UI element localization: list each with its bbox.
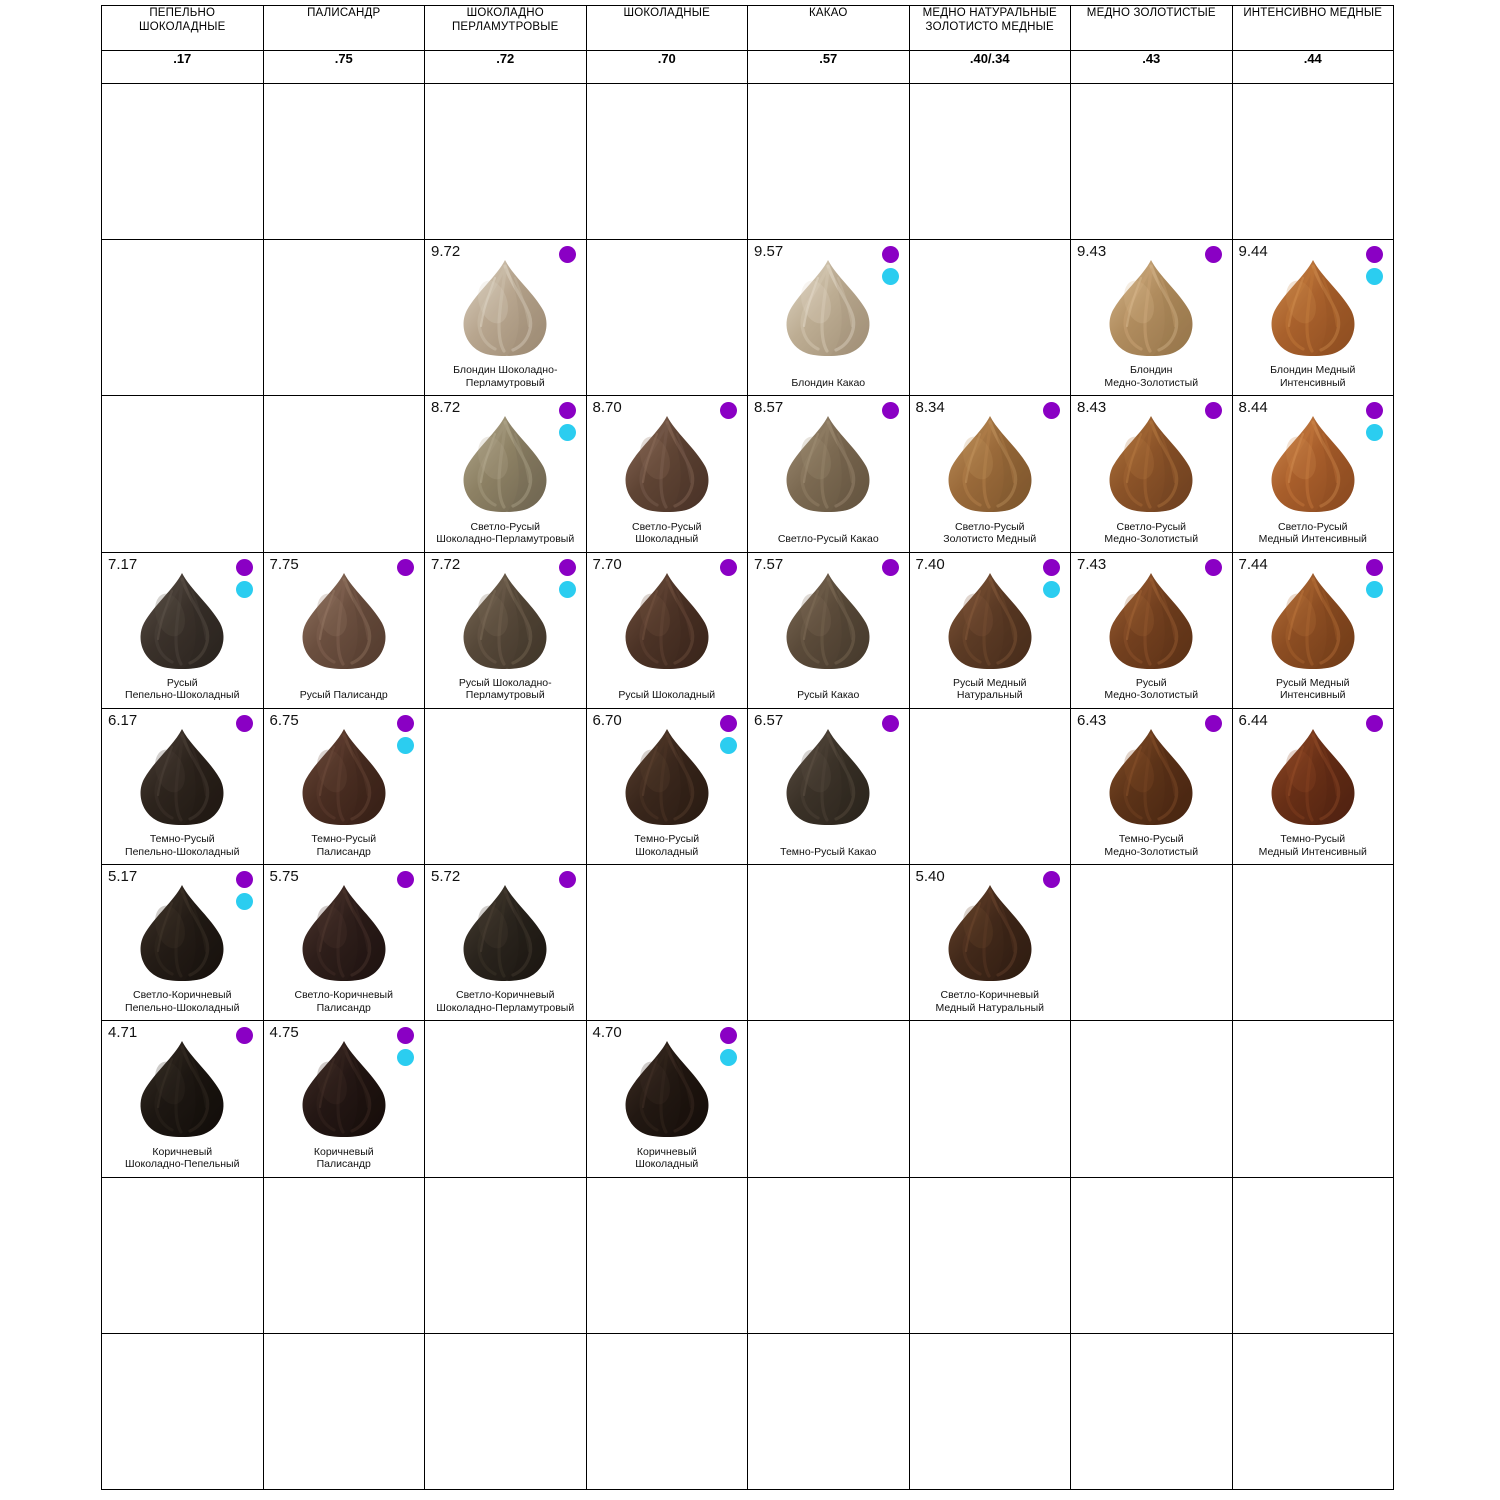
purple-dot-icon (1205, 715, 1222, 732)
header-row-names (102, 6, 1394, 51)
hair-swatch-icon (778, 571, 878, 669)
empty-cell (909, 708, 1071, 864)
purple-dot-icon (397, 1027, 414, 1044)
shade-label: Светло-Русый Медный Интенсивный (1258, 520, 1367, 546)
column-header-code-7: .43 (1071, 51, 1233, 84)
empty-cell (263, 396, 425, 552)
shade-cell (425, 240, 587, 396)
column-header-line2: ЗОЛОТИСТО МЕДНЫЕ (925, 21, 1054, 33)
hair-swatch-icon (455, 258, 555, 356)
column-header-name-1 (102, 6, 264, 51)
empty-cell (425, 84, 587, 240)
cyan-dot-icon (1043, 581, 1060, 598)
chart-row (102, 1021, 1394, 1177)
purple-dot-icon (1205, 246, 1222, 263)
shade-cell (586, 552, 748, 708)
shade-cell-inner (264, 865, 425, 1020)
hair-swatch-icon (455, 571, 555, 669)
shade-cell (909, 396, 1071, 552)
cyan-dot-icon (1366, 268, 1383, 285)
column-header-code-8: .44 (1232, 51, 1394, 84)
shade-label: Темно-Русый Палисандр (311, 833, 377, 858)
column-header-line1: ШОКОЛАДНЫЕ (623, 7, 710, 19)
shade-label: Русый Медный Натуральный (952, 676, 1027, 702)
shade-cell-inner (1071, 240, 1232, 395)
empty-cell (1071, 1177, 1233, 1333)
column-header-code-5: .57 (748, 51, 910, 84)
shade-code: 6.75 (269, 711, 299, 729)
hair-swatch-icon (455, 414, 555, 512)
shade-cell-inner (425, 865, 586, 1020)
shade-code: 6.70 (592, 711, 622, 729)
shade-cell-inner (1071, 553, 1232, 708)
empty-cell (263, 1177, 425, 1333)
hair-swatch-icon (617, 414, 717, 512)
hair-swatch-icon (132, 571, 232, 669)
hair-swatch-icon (132, 883, 232, 981)
shade-cell (102, 708, 264, 864)
shade-cell (1232, 552, 1394, 708)
shade-label: Темно-Русый Какао (780, 845, 877, 858)
shade-label: Русый Какао (797, 689, 860, 702)
shade-cell-inner (748, 709, 909, 864)
purple-dot-icon (720, 402, 737, 419)
purple-dot-icon (882, 402, 899, 419)
shade-code: 7.43 (1077, 555, 1107, 573)
empty-cell (586, 84, 748, 240)
shade-label: Русый Медный Интенсивный (1275, 676, 1350, 702)
column-header-code-6: .40/.34 (909, 51, 1071, 84)
hair-swatch-icon (294, 1039, 394, 1137)
cyan-dot-icon (720, 737, 737, 754)
shade-cell-inner (910, 396, 1071, 551)
purple-dot-icon (236, 1027, 253, 1044)
shade-code: 8.44 (1238, 399, 1268, 417)
shade-code: 7.44 (1238, 555, 1268, 573)
column-header-line1: ПАЛИСАНДР (307, 7, 381, 19)
hair-swatch-icon (940, 883, 1040, 981)
shade-code: 9.43 (1077, 243, 1107, 261)
purple-dot-icon (559, 559, 576, 576)
shade-cell (1232, 240, 1394, 396)
empty-cell (909, 84, 1071, 240)
chart-row (102, 84, 1394, 240)
shade-cell-inner (910, 865, 1071, 1020)
empty-cell (748, 1333, 910, 1489)
shade-label: Светло-Русый Шоколадно-Перламутровый (436, 520, 575, 546)
shade-code: 8.57 (754, 399, 784, 417)
empty-cell (1071, 1333, 1233, 1489)
cyan-dot-icon (236, 581, 253, 598)
cyan-dot-icon (1366, 424, 1383, 441)
chart-row (102, 552, 1394, 708)
shade-label: Блондин Медный Интенсивный (1270, 364, 1356, 389)
shade-cell (1071, 240, 1233, 396)
empty-cell (748, 1021, 910, 1177)
chart-row (102, 708, 1394, 864)
empty-cell (586, 1333, 748, 1489)
shade-cell-inner (1233, 240, 1394, 395)
hair-swatch-icon (1263, 258, 1363, 356)
shade-label: Темно-Русый Пепельно-Шоколадный (125, 833, 240, 858)
empty-cell (1071, 1021, 1233, 1177)
hair-swatch-icon (294, 727, 394, 825)
empty-cell (1071, 865, 1233, 1021)
hair-swatch-icon (1263, 727, 1363, 825)
column-header-line2: ПЕРЛАМУТРОВЫЕ (451, 21, 559, 33)
column-header-line1: ПЕПЕЛЬНО (149, 7, 216, 19)
empty-cell (1232, 84, 1394, 240)
empty-cell (425, 708, 587, 864)
hair-swatch-icon (617, 727, 717, 825)
shade-cell (102, 1021, 264, 1177)
shade-cell (425, 865, 587, 1021)
shade-code: 7.57 (754, 555, 784, 573)
shade-code: 4.75 (269, 1024, 299, 1042)
column-header-name-6 (909, 6, 1071, 51)
empty-cell (425, 1177, 587, 1333)
column-header-code-3: .72 (425, 51, 587, 84)
empty-cell (586, 865, 748, 1021)
hair-swatch-icon (1263, 571, 1363, 669)
shade-label: Темно-Русый Медно-Золотистый (1104, 833, 1199, 858)
shade-cell-inner (587, 396, 748, 551)
shade-code: 5.17 (108, 868, 138, 886)
cyan-dot-icon (882, 268, 899, 285)
shade-code: 6.57 (754, 711, 784, 729)
hair-swatch-icon (1101, 258, 1201, 356)
purple-dot-icon (1366, 715, 1383, 732)
cyan-dot-icon (559, 424, 576, 441)
empty-cell (909, 240, 1071, 396)
shade-cell (1071, 708, 1233, 864)
empty-cell (1232, 1021, 1394, 1177)
shade-cell (425, 552, 587, 708)
shade-code: 6.44 (1238, 711, 1268, 729)
column-header-line1: ИНТЕНСИВНО МЕДНЫЕ (1243, 7, 1383, 19)
shade-cell (748, 240, 910, 396)
column-header-line1: МЕДНО НАТУРАЛЬНЫЕ (922, 7, 1057, 19)
shade-cell-inner (102, 865, 263, 1020)
shade-cell-inner (264, 553, 425, 708)
shade-label: Светло-Русый Шоколадный (632, 520, 702, 546)
purple-dot-icon (882, 715, 899, 732)
chart-row (102, 1333, 1394, 1489)
empty-cell (909, 1177, 1071, 1333)
cyan-dot-icon (397, 737, 414, 754)
hair-swatch-icon (1263, 414, 1363, 512)
shade-cell-inner (425, 553, 586, 708)
shade-code: 8.34 (915, 399, 945, 417)
shade-code: 6.43 (1077, 711, 1107, 729)
empty-cell (102, 1333, 264, 1489)
shade-code: 5.72 (431, 868, 461, 886)
purple-dot-icon (1366, 402, 1383, 419)
shade-label: Светло-Русый Какао (777, 533, 879, 546)
empty-cell (1232, 1333, 1394, 1489)
empty-cell (102, 1177, 264, 1333)
hair-swatch-icon (455, 883, 555, 981)
empty-cell (909, 1333, 1071, 1489)
shade-cell (909, 552, 1071, 708)
shade-cell (1232, 708, 1394, 864)
column-header-name-2 (263, 6, 425, 51)
column-header-name-8 (1232, 6, 1394, 51)
shade-label: Русый Палисандр (299, 689, 388, 702)
column-header-code-1: .17 (102, 51, 264, 84)
shade-cell (909, 865, 1071, 1021)
shade-label: Темно-Русый Шоколадный (634, 833, 700, 858)
shade-cell-inner (587, 553, 748, 708)
shade-cell-inner (425, 396, 586, 551)
empty-cell (102, 240, 264, 396)
shade-label: Коричневый Шоколадный (635, 1145, 699, 1170)
purple-dot-icon (882, 559, 899, 576)
shade-code: 7.75 (269, 555, 299, 573)
empty-cell (263, 84, 425, 240)
shade-cell (1232, 396, 1394, 552)
empty-cell (1232, 865, 1394, 1021)
shade-code: 7.72 (431, 555, 461, 573)
cyan-dot-icon (559, 581, 576, 598)
shade-cell (263, 552, 425, 708)
empty-cell (1071, 84, 1233, 240)
empty-cell (748, 84, 910, 240)
purple-dot-icon (397, 559, 414, 576)
shade-cell (748, 396, 910, 552)
shade-cell-inner (748, 240, 909, 395)
shade-cell-inner (1233, 709, 1394, 864)
shade-cell (748, 552, 910, 708)
hair-swatch-icon (778, 258, 878, 356)
hair-swatch-icon (132, 727, 232, 825)
column-header-line2: ШОКОЛАДНЫЕ (139, 21, 226, 33)
shade-label: Русый Шоколадный (618, 689, 716, 702)
cyan-dot-icon (236, 893, 253, 910)
shade-label: Блондин Шоколадно- Перламутровый (453, 364, 558, 389)
shade-cell-inner (587, 709, 748, 864)
purple-dot-icon (1366, 246, 1383, 263)
shade-cell (102, 865, 264, 1021)
shade-label: Блондин Какао (791, 376, 866, 389)
purple-dot-icon (1205, 559, 1222, 576)
hair-swatch-icon (294, 571, 394, 669)
empty-cell (1232, 1177, 1394, 1333)
purple-dot-icon (397, 715, 414, 732)
chart-row (102, 396, 1394, 552)
shade-cell-inner (102, 553, 263, 708)
shade-code: 9.44 (1238, 243, 1268, 261)
chart-row (102, 1177, 1394, 1333)
empty-cell (263, 1333, 425, 1489)
shade-code: 4.71 (108, 1024, 138, 1042)
cyan-dot-icon (1366, 581, 1383, 598)
purple-dot-icon (236, 871, 253, 888)
shade-label: Светло-Коричневый Медный Натуральный (935, 989, 1044, 1014)
chart-row (102, 240, 1394, 396)
shade-label: Светло-Коричневый Шоколадно-Перламутровый (436, 989, 575, 1014)
shade-label: Коричневый Палисандр (313, 1145, 374, 1170)
shade-cell (586, 396, 748, 552)
hair-swatch-icon (1101, 414, 1201, 512)
shade-cell-inner (264, 1021, 425, 1176)
shade-cell-inner (1071, 709, 1232, 864)
shade-cell (1071, 552, 1233, 708)
shade-label: Темно-Русый Медный Интенсивный (1258, 833, 1367, 858)
purple-dot-icon (1205, 402, 1222, 419)
shade-cell (263, 1021, 425, 1177)
purple-dot-icon (1043, 871, 1060, 888)
shade-code: 8.43 (1077, 399, 1107, 417)
hair-swatch-icon (1101, 727, 1201, 825)
shade-cell-inner (264, 709, 425, 864)
purple-dot-icon (882, 246, 899, 263)
column-header-name-7 (1071, 6, 1233, 51)
shade-cell (263, 708, 425, 864)
shade-code: 7.17 (108, 555, 138, 573)
shade-cell-inner (1071, 396, 1232, 551)
color-chart-table (101, 5, 1394, 1490)
purple-dot-icon (559, 402, 576, 419)
purple-dot-icon (720, 559, 737, 576)
column-header-name-5 (748, 6, 910, 51)
purple-dot-icon (397, 871, 414, 888)
shade-cell-inner (748, 553, 909, 708)
shade-cell (586, 1021, 748, 1177)
shade-code: 8.70 (592, 399, 622, 417)
shade-code: 7.40 (915, 555, 945, 573)
chart-row (102, 865, 1394, 1021)
shade-cell-inner (1233, 396, 1394, 551)
empty-cell (425, 1021, 587, 1177)
shade-label: Светло-Русый Золотисто Медный (943, 520, 1037, 546)
column-header-line1: КАКАО (809, 7, 848, 19)
shade-code: 4.70 (592, 1024, 622, 1042)
purple-dot-icon (1366, 559, 1383, 576)
empty-cell (748, 865, 910, 1021)
shade-label: Светло-Русый Медно-Золотистый (1104, 520, 1199, 546)
empty-cell (586, 1177, 748, 1333)
hair-swatch-icon (1101, 571, 1201, 669)
shade-code: 9.57 (754, 243, 784, 261)
shade-cell (748, 708, 910, 864)
purple-dot-icon (559, 246, 576, 263)
shade-cell (263, 865, 425, 1021)
shade-label: Русый Шоколадно- Перламутровый (458, 676, 552, 702)
shade-cell-inner (587, 1021, 748, 1176)
empty-cell (102, 396, 264, 552)
shade-label: Светло-Коричневый Пепельно-Шоколадный (125, 989, 240, 1014)
column-header-code-2: .75 (263, 51, 425, 84)
shade-cell (102, 552, 264, 708)
shade-label: Коричневый Шоколадно-Пепельный (125, 1145, 240, 1170)
shade-label: Русый Медно-Золотистый (1104, 676, 1199, 702)
hair-swatch-icon (617, 571, 717, 669)
purple-dot-icon (720, 715, 737, 732)
purple-dot-icon (236, 559, 253, 576)
cyan-dot-icon (397, 1049, 414, 1066)
shade-cell-inner (102, 1021, 263, 1176)
hair-swatch-icon (940, 414, 1040, 512)
purple-dot-icon (559, 871, 576, 888)
hair-swatch-icon (294, 883, 394, 981)
shade-cell (425, 396, 587, 552)
column-header-line1: МЕДНО ЗОЛОТИСТЫЕ (1086, 7, 1216, 19)
hair-color-chart (101, 5, 1393, 1495)
shade-code: 5.40 (915, 868, 945, 886)
shade-cell-inner (102, 709, 263, 864)
shade-code: 8.72 (431, 399, 461, 417)
empty-cell (102, 84, 264, 240)
purple-dot-icon (1043, 402, 1060, 419)
shade-code: 9.72 (431, 243, 461, 261)
shade-cell (586, 708, 748, 864)
purple-dot-icon (720, 1027, 737, 1044)
shade-code: 7.70 (592, 555, 622, 573)
purple-dot-icon (1043, 559, 1060, 576)
shade-code: 6.17 (108, 711, 138, 729)
column-header-code-4: .70 (586, 51, 748, 84)
column-header-line1: ШОКОЛАДНО (466, 7, 544, 19)
header-row-codes (102, 51, 1394, 84)
empty-cell (425, 1333, 587, 1489)
shade-cell-inner (1233, 553, 1394, 708)
column-header-name-4 (586, 6, 748, 51)
hair-swatch-icon (132, 1039, 232, 1137)
column-header-name-3 (425, 6, 587, 51)
hair-swatch-icon (778, 414, 878, 512)
shade-label: Русый Пепельно-Шоколадный (125, 676, 240, 702)
hair-swatch-icon (940, 571, 1040, 669)
shade-label: Блондин Медно-Золотистый (1104, 364, 1199, 389)
empty-cell (748, 1177, 910, 1333)
empty-cell (909, 1021, 1071, 1177)
hair-swatch-icon (617, 1039, 717, 1137)
shade-cell-inner (910, 553, 1071, 708)
shade-cell (1071, 396, 1233, 552)
cyan-dot-icon (720, 1049, 737, 1066)
shade-label: Светло-Коричневый Палисандр (294, 989, 393, 1014)
empty-cell (263, 240, 425, 396)
empty-cell (586, 240, 748, 396)
hair-swatch-icon (778, 727, 878, 825)
shade-cell-inner (425, 240, 586, 395)
shade-cell-inner (748, 396, 909, 551)
shade-code: 5.75 (269, 868, 299, 886)
purple-dot-icon (236, 715, 253, 732)
